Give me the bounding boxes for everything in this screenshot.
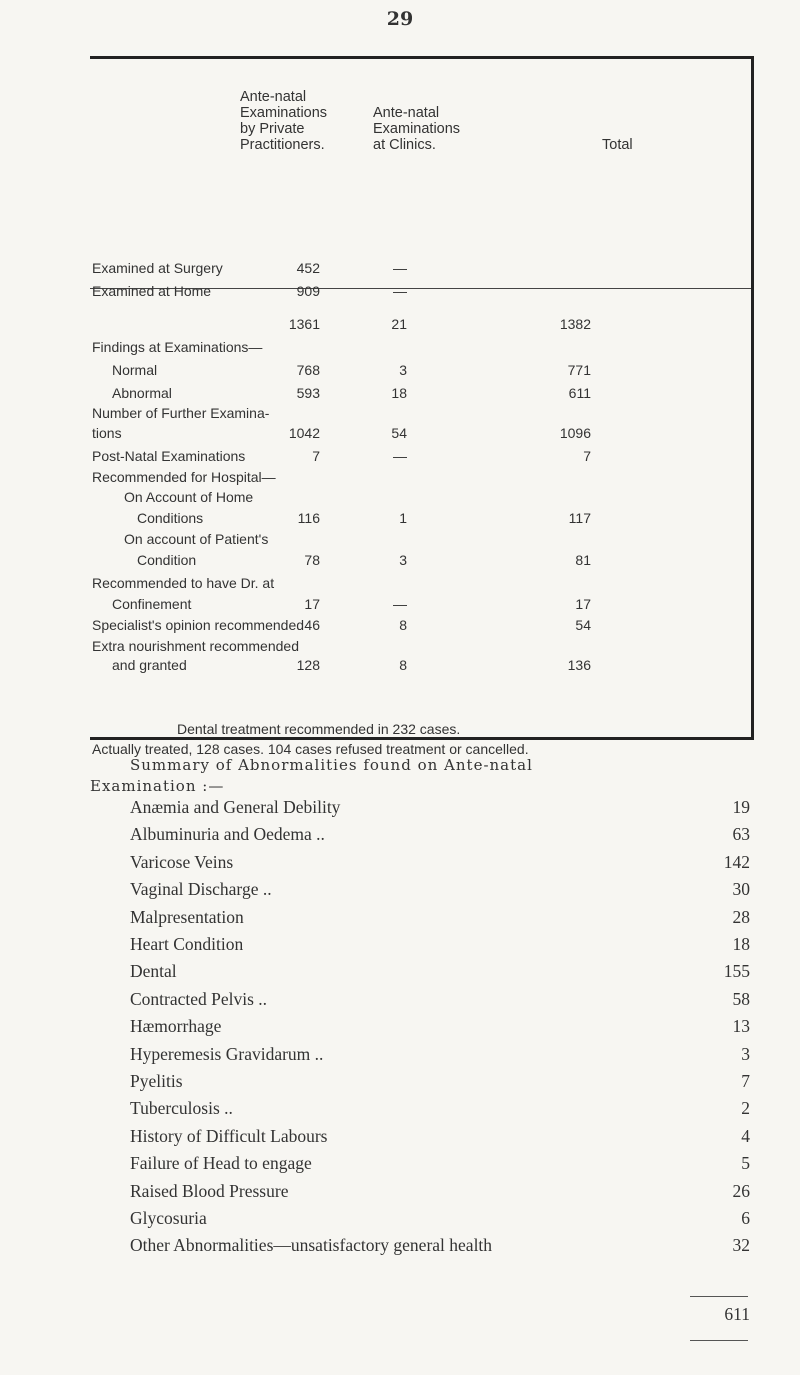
table-cell-clinic: —: [393, 260, 407, 276]
table-cell-private: 7: [312, 448, 320, 464]
header-clinic-line: Ante-natal: [373, 105, 440, 121]
summary-item: [130, 907, 750, 931]
summary-item-value: 3: [741, 1043, 750, 1064]
summary-item-value: 32: [732, 1235, 750, 1256]
page-number: 29: [386, 8, 414, 30]
table-cell-clinic: —: [393, 448, 407, 464]
table-row-label: Extra nourishment recommended: [92, 638, 299, 654]
header-private-line: by Private: [240, 121, 305, 137]
summary-item-value: 30: [732, 879, 750, 900]
footnote-dental: Dental treatment recommended in 232 cases.: [177, 721, 461, 737]
summary-item-label: Hæmorrhage: [130, 1016, 222, 1037]
summary-item: [130, 1181, 750, 1205]
summary-item-label: Malpresentation: [130, 906, 244, 927]
summary-item: [130, 1098, 750, 1122]
summary-item-value: 6: [741, 1208, 750, 1228]
summary-item-value: 63: [732, 824, 750, 845]
summary-item-label: Pyelitis: [130, 1071, 183, 1091]
table-row-label: Abnormal: [112, 385, 172, 401]
table-row-label: and granted: [112, 657, 187, 673]
table-cell-private: 452: [296, 260, 320, 276]
table-cell-total: 771: [567, 362, 591, 378]
summary-item: [130, 1044, 750, 1068]
table-cell-total: 136: [567, 657, 591, 673]
table-cell-private: 1361: [288, 316, 320, 332]
summary-item-value: 19: [732, 797, 750, 817]
table-cell-private: 46: [304, 617, 320, 633]
summary-item: [130, 1126, 750, 1150]
table-cell-private: 768: [296, 362, 320, 378]
total-rule: [690, 1340, 748, 1341]
table-row-label: tions: [92, 425, 122, 441]
table-cell-clinic: —: [393, 283, 407, 299]
summary-item: [130, 852, 750, 876]
table-row-label: Post-Natal Examinations: [92, 448, 246, 464]
summary-item-label: Contracted Pelvis ..: [130, 988, 268, 1009]
table-row-label: Conditions: [137, 510, 204, 526]
summary-item: [130, 1208, 750, 1232]
summary-total: 611: [724, 1304, 750, 1324]
summary-item-value: 18: [732, 934, 750, 954]
table-cell-private: 128: [296, 657, 320, 673]
table-cell-total: 117: [568, 510, 591, 526]
summary-item-label: Hyperemesis Gravidarum ..: [130, 1043, 324, 1064]
ante-natal-table: [90, 56, 754, 757]
header-private: [240, 89, 327, 153]
header-clinic-line: at Clinics.: [373, 137, 436, 153]
table-row-label: Confinement: [112, 596, 192, 612]
summary-item-value: 58: [732, 988, 750, 1009]
summary-heading: [90, 755, 533, 797]
summary-item-label: Varicose Veins: [130, 851, 234, 872]
table-cell-total: 7: [583, 448, 591, 464]
table-cell-private: 78: [304, 552, 320, 568]
header-private-line: Examinations: [240, 105, 328, 121]
table-row-label: Specialist's opinion recommended: [92, 617, 305, 633]
summary-item-value: 142: [723, 851, 750, 872]
footnote-treated: Actually treated, 128 cases. 104 cases refused treatment or cancelled.: [92, 741, 529, 757]
table-cell-clinic: 3: [399, 362, 407, 378]
summary-item-label: Glycosuria: [130, 1208, 207, 1228]
header-clinic: [373, 105, 460, 153]
table-row-label: Number of Further Examina-: [92, 405, 270, 421]
summary-item: [130, 797, 750, 821]
table-cell-clinic: 8: [399, 657, 407, 673]
summary-item: [130, 989, 750, 1013]
summary-item-value: 155: [723, 961, 750, 982]
table-row-label: Examined at Home: [92, 283, 212, 299]
table-row-label: On account of Patient's: [124, 531, 269, 547]
header-clinic-line: Examinations: [373, 121, 461, 137]
table-row-label: On Account of Home: [124, 489, 254, 505]
table-cell-total: 1096: [559, 425, 591, 441]
table-cell-clinic: 54: [391, 425, 407, 441]
table-row-label: Recommended to have Dr. at: [92, 575, 275, 591]
total-rule: [690, 1296, 748, 1297]
table-cell-total: 1382: [559, 316, 591, 332]
table-cell-clinic: 1: [399, 510, 407, 526]
summary-item: [130, 879, 750, 903]
summary-item-label: Tuberculosis ..: [130, 1098, 233, 1119]
table-cell-private: 909: [296, 283, 320, 299]
summary-item: [130, 1153, 750, 1177]
table-cell-private: 593: [296, 385, 320, 401]
summary-heading-line: Examination :—: [90, 777, 225, 795]
summary-item: [130, 961, 750, 985]
table-cell-clinic: 18: [391, 385, 407, 401]
summary-item-label: Vaginal Discharge ..: [130, 879, 272, 900]
header-private-line: Ante-natal: [240, 89, 307, 105]
summary-item: [130, 1016, 750, 1040]
header-total: Total: [602, 137, 633, 153]
table-row-label: Recommended for Hospital—: [92, 469, 276, 485]
table-cell-total: 81: [575, 552, 591, 568]
summary-item-label: Other Abnormalities—unsatisfactory general health: [130, 1235, 493, 1256]
summary-item-label: History of Difficult Labours: [130, 1125, 328, 1146]
table-cell-clinic: 21: [391, 316, 407, 332]
table-row-label: Normal: [112, 362, 158, 378]
table-cell-clinic: 8: [399, 617, 407, 633]
summary-item-value: 4: [741, 1125, 750, 1146]
summary-item-label: Raised Blood Pressure: [130, 1180, 289, 1201]
summary-item: [130, 1071, 750, 1095]
summary-item: [130, 934, 750, 958]
table-cell-clinic: —: [393, 596, 407, 612]
table-cell-total: 17: [575, 596, 591, 612]
summary-item-label: Failure of Head to engage: [130, 1153, 312, 1174]
summary-item-value: 13: [732, 1016, 750, 1037]
header-private-line: Practitioners.: [240, 137, 325, 153]
summary-item-value: 26: [732, 1180, 750, 1201]
summary-item-value: 28: [732, 906, 750, 927]
table-cell-private: 1042: [288, 425, 320, 441]
summary-item-value: 2: [741, 1098, 750, 1119]
table-cell-private: 116: [297, 510, 320, 526]
summary-item-label: Dental: [130, 961, 177, 982]
summary-item: [130, 824, 750, 848]
summary-item-label: Heart Condition: [130, 934, 244, 954]
summary-item-label: Anæmia and General Debility: [130, 797, 341, 817]
table-cell-total: 611: [568, 385, 591, 401]
table-cell-private: 17: [304, 596, 320, 612]
table-row-label: Condition: [137, 552, 197, 568]
table-row-label: Examined at Surgery: [92, 260, 223, 276]
summary-heading-line: Summary of Abnormalities found on Ante-natal: [130, 756, 533, 774]
table-cell-total: 54: [575, 617, 591, 633]
summary-item-value: 5: [741, 1153, 750, 1174]
summary-item: [130, 1235, 750, 1259]
summary-item-value: 7: [741, 1071, 750, 1091]
table-row-label: Findings at Examinations—: [92, 339, 263, 355]
table-cell-clinic: 3: [399, 552, 407, 568]
summary-item-label: Albuminuria and Oedema ..: [130, 824, 325, 845]
